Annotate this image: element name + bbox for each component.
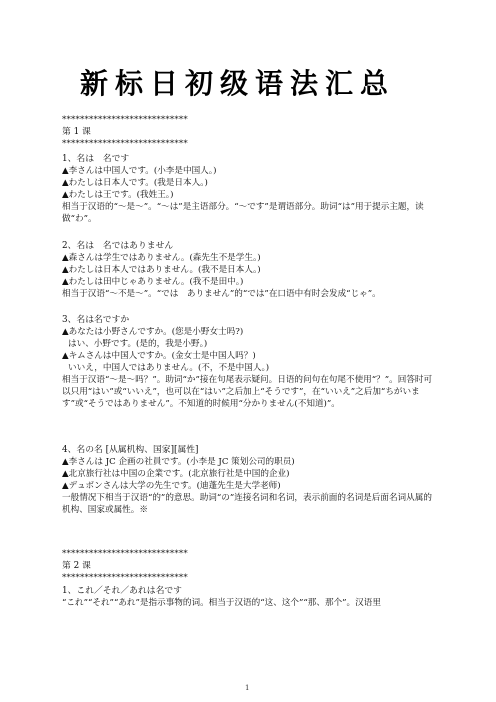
separator-stars: **************************** bbox=[62, 139, 188, 149]
grammar-section-4 bbox=[62, 444, 438, 516]
example-sentence: ▲北京旅行社は中国の企業です。(北京旅行社是中国的企业) bbox=[62, 469, 290, 479]
grammar-note: “これ”“それ”“あれ”是指示事物的词。相当于汉语的“这、这个”“那、那个”。汉语里 bbox=[62, 598, 381, 608]
example-sentence: ▲森さんは学生ではありません。(森先生不是学生。) bbox=[62, 253, 261, 263]
example-sentence: ▲李さんは中国人です。(小李是中国人。) bbox=[62, 166, 217, 176]
document-title: 新标日初级语法汇总 bbox=[80, 67, 396, 100]
example-sentence: ▲あなたは小野さんですか。(您是小野女士吗?) bbox=[62, 327, 244, 337]
example-sentence: ▲わたしは日本人ではありません。(我不是日本人。) bbox=[62, 265, 261, 275]
section-heading: 1、名は 名です bbox=[62, 154, 130, 164]
separator-stars: **************************** bbox=[62, 115, 188, 125]
section-heading: 3、名は名ですか bbox=[62, 315, 130, 325]
example-answer: いいえ，中国人ではありません。(不，不是中国人。) bbox=[68, 363, 270, 373]
separator-stars: **************************** bbox=[62, 549, 188, 559]
lesson2-grammar-section-1 bbox=[62, 585, 438, 609]
example-sentence: ▲わたしは王です。(我姓王。) bbox=[62, 190, 174, 200]
grammar-section-1 bbox=[62, 153, 438, 225]
lesson-label: 第 2 课 bbox=[62, 561, 91, 571]
example-sentence: ▲わたしは日本人です。(我是日本人。) bbox=[62, 178, 208, 188]
example-sentence: ▲キムさんは中国人ですか。(金女士是中国人吗？) bbox=[62, 351, 256, 361]
example-sentence: ▲デュボンさんは大学の先生です。(迪蓬先生是大学老师) bbox=[62, 481, 281, 491]
example-sentence: ▲李さんは JC 企画の社員です。(小李是 JC 策划公司的职员) bbox=[62, 457, 295, 467]
example-sentence: ▲わたしは田中じゃありません。(我不是田中。) bbox=[62, 277, 244, 287]
lesson2-header bbox=[62, 548, 438, 584]
grammar-note: 相当于汉语“～是～吗？”。助词“か”接在句尾表示疑问。日语的问句在句尾不使用“？”。回答时可以只用“はい”或“いいえ”，也可以在“はい”之后加上“そうです”，在“いいえ”之后加“ちがいます”或“そうではありません”。不知道的时候用“分かりません(不知道)”。 bbox=[62, 375, 433, 410]
grammar-note: 相当于汉语的“～是～”。“～は”是主语部分。“～です”是谓语部分。助词“は”用于提示主题，读做“わ”。 bbox=[62, 202, 424, 225]
grammar-section-3 bbox=[62, 314, 438, 411]
grammar-note: 相当于汉语“～不是～”。“では ありません”的“では”在口语中有时会发成“じゃ”。 bbox=[62, 289, 381, 299]
lesson1-header bbox=[62, 114, 438, 150]
section-heading: 4、名の名 [从属机构、国家][属性] bbox=[62, 445, 199, 455]
page-number: 1 bbox=[245, 684, 250, 692]
separator-stars: **************************** bbox=[62, 573, 188, 583]
section-heading: 2、名は 名ではありません bbox=[62, 241, 174, 251]
section-heading: 1、これ／それ／あれは名です bbox=[62, 586, 182, 596]
grammar-note: 一般情况下相当于汉语“的”的意思。助词“の”连接名词和名词，表示前面的名词是后面名词从属的机构、国家或属性。※ bbox=[62, 493, 432, 516]
grammar-section-2 bbox=[62, 240, 438, 300]
example-answer: はい、小野です。(是的，我是小野。) bbox=[68, 339, 208, 349]
lesson-label: 第 1 课 bbox=[62, 127, 91, 137]
